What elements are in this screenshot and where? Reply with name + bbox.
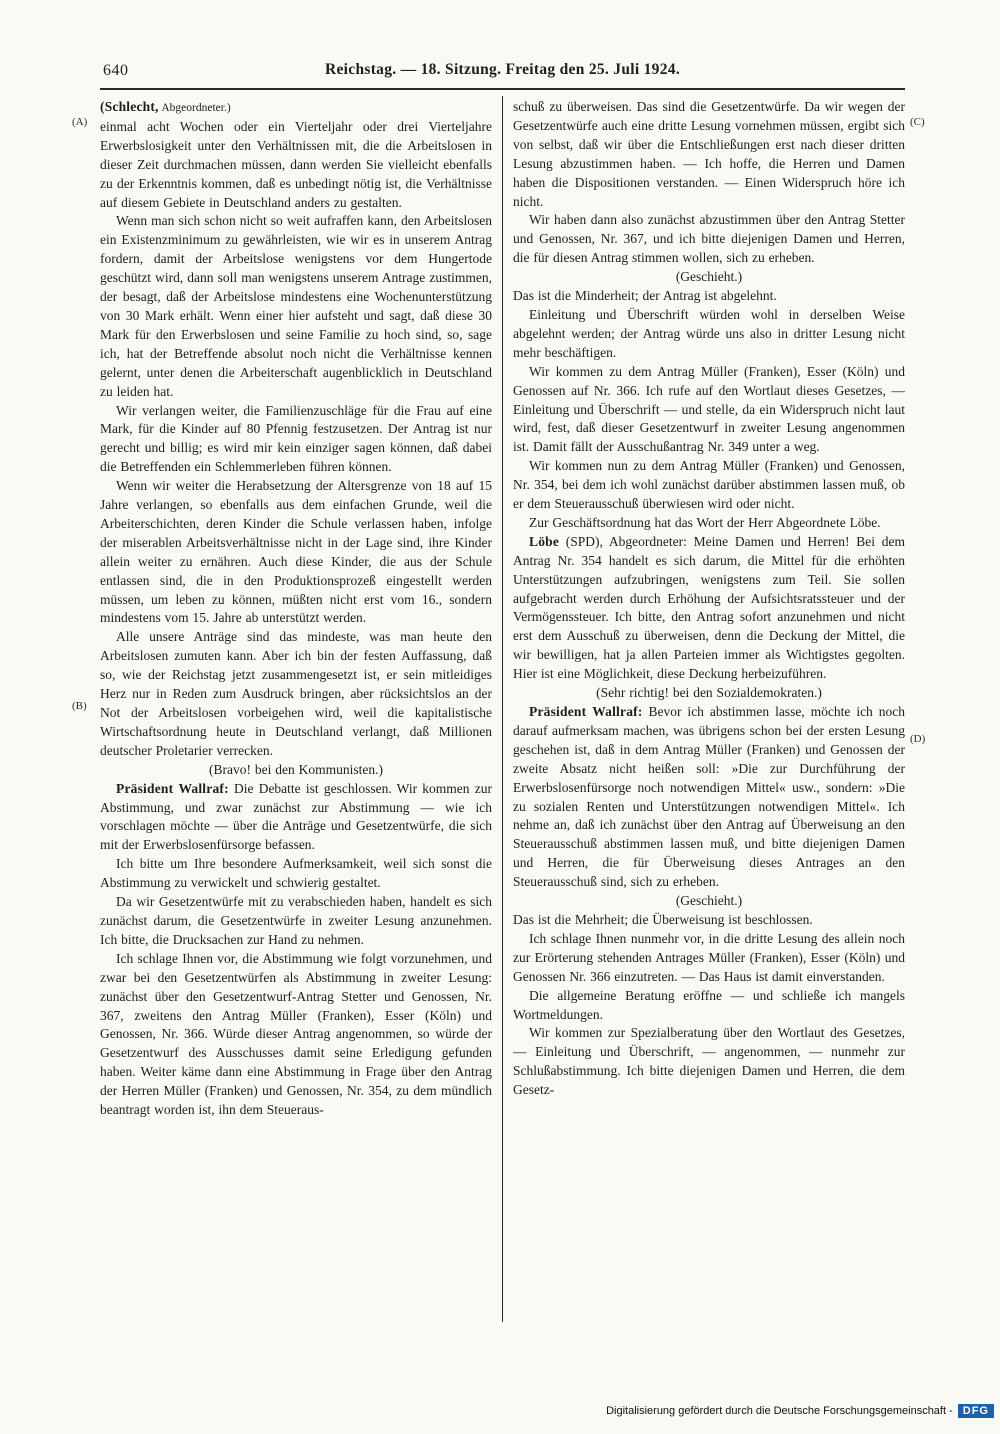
paragraph: Das ist die Mehrheit; die Überweisung ist beschlossen. <box>513 911 813 927</box>
paragraph: Einleitung und Überschrift würden wohl in derselben Weise abgelehnt werden; der Antrag würde uns also in dritter Lesung nicht mehr beschäftigen. <box>513 306 905 360</box>
paragraph: Alle unsere Anträge sind das mindeste, was man heute den Arbeitslosen zumuten kann. Aber ich bin der festen Auffassung, daß so, wie der Reichstag jetzt zusammengesetzt ist, er sein mitleidiges Herz nur in Reden zum Ausdruck bringen, aber rücksichtslos an der Not der Arbeitslosen vorbeigehen wird, weil die kapitalistische Wirtschaftsordnung heute in Deutschland verlangt, daß Millionen deutscher Proletarier verrecken. <box>100 629 492 758</box>
paragraph: Da wir Gesetzentwürfe mit zu verabschieden haben, handelt es sich zunächst darum, die Gesetzentwürfe in zweiter Lesung anzunehmen. Ich bitte, die Drucksachen zur Hand zu nehmen. <box>100 894 492 947</box>
speaker-name: Präsident Wallraf: <box>116 780 229 796</box>
header-rule <box>100 88 905 90</box>
speaker-continuation <box>100 98 492 118</box>
margin-marker-c: (C) <box>910 116 925 128</box>
page-number: 640 <box>103 62 129 79</box>
paragraph: Wir verlangen weiter, die Familienzuschläge für die Frau auf eine Mark, für die Kinder auf 80 Pfennig festzusetzen. Der Antrag ist nur gerecht und billig; es wird mir kein einziger sagen können, daß dabei die Betreffenden ein Schlemmerleben führen können. <box>100 402 492 475</box>
speaker-name: Löbe <box>529 533 560 549</box>
paragraph: Wenn wir weiter die Herabsetzung der Altersgrenze von 18 auf 15 Jahre verlangen, so ebenfalls aus dem einfachen Grunde, weil die Arbeiterschichten, deren Kinder die Schule verlassen haben, infolge der miserablen Arbeitsverhältnisse nicht in der Lage sind, ihre Kinder allein weiter zu ernähren. Auch diese Kinder, die aus der Schule entlassen sind, die in den Produktionsprozeß eingestellt werden müssen, um leben zu können, müßten nicht erst vom 16., sondern mindestens vom 15. Jahre ab unterstützt werden. <box>100 478 492 626</box>
footer <box>606 1404 994 1418</box>
stage-direction: (Sehr richtig! bei den Sozialdemokraten.) <box>596 685 822 701</box>
speaker-name: (Schlecht, <box>100 99 159 114</box>
right-column <box>513 98 905 1326</box>
stage-direction: (Geschieht.) <box>675 893 743 909</box>
speaker-role: Abgeordneter.) <box>158 102 231 114</box>
paragraph: Wir haben dann also zunächst abzustimmen über den Antrag Stetter und Genossen, Nr. 367, und ich bitte diejenigen Damen und Herren, die für diesen Antrag stimmen wollen, sich zu erheben. <box>513 212 905 266</box>
margin-marker-b: (B) <box>72 700 87 712</box>
paragraph: einmal acht Wochen oder ein Vierteljahr oder drei Vierteljahre Erwerbslosigkeit unter den Verhältnissen mit, die die Arbeitslosen in dieser Zeit durchmachen müssen, dann werden Sie vielleicht ebenfalls zu der Erkenntnis kommen, daß es unbedingt nötig ist, die Verhältnisse auf diesem Gebiete in Deutschland anders zu gestalten. <box>100 118 492 210</box>
speech-paragraph: Löbe (SPD), Abgeordneter: Meine Damen und Herren! Bei dem Antrag Nr. 354 handelt es sich darum, die Mittel für die erhöhten Unterstützungen aufzubringen, wenigstens zum Teil. Sie sollen aufgebracht werden durch Erhöhung der Aufsichtsratssteuer und der Vermögenssteuer. Ich bitte, den Antrag sofort anzunehmen und nicht erst dem Ausschuß zu überweisen, denn die Deckung der Mittel, die wir bewilligen, hat ja allen Parteien immer als Wichtigstes gegolten. Hier ist eine Möglichkeit, diese Deckung herbeizuführen. <box>513 533 905 682</box>
dfg-logo: DFG <box>958 1404 994 1418</box>
paragraph: Wenn man sich schon nicht so weit aufraffen kann, den Arbeitslosen ein Existenzminimum zu gewährleisten, wie wir es in unserem Antrag fordern, damit der Arbeitslose wenigstens vor dem Hungertode geschützt wird, dann soll man wenigstens unserem Antrage zustimmen, der besagt, daß der Arbeitslose mindestens eine Wochenunterstützung von 30 Mark erhält. Wenn einer hier aufsteht und sagt, daß diese 30 Mark für den Erwerbslosen und seine Familie zu hoch sind, so, sage ich, hat der Betreffende absolut noch nicht die Verhältnisse kennen gelernt, unter denen die Arbeiterschaft augenblicklich in Deutschland zu leiden hat. <box>100 213 492 399</box>
paragraph: Ich bitte um Ihre besondere Aufmerksamkeit, weil sich sonst die Abstimmung zu verwickelt und schwierig gestaltet. <box>100 856 492 891</box>
paragraph: Ich schlage Ihnen nunmehr vor, in die dritte Lesung des allein noch zur Erörterung stehenden Antrages Müller (Franken), Esser (Köln) und Genossen Nr. 366 einzutreten. — Das Haus ist damit einverstanden. <box>513 930 905 984</box>
left-column <box>100 98 492 1326</box>
speech-paragraph: Präsident Wallraf: Die Debatte ist geschlossen. Wir kommen zur Abstimmung, und zwar zunächst zur Abstimmung — wie ich vorschlagen möchte — über die Anträge und Gesetzentwürfe, die sich mit der Erwerbslosenfürsorge befassen. <box>100 780 492 853</box>
margin-marker-a: (A) <box>72 116 88 128</box>
paragraph: Ich schlage Ihnen vor, die Abstimmung wie folgt vorzunehmen, und zwar bei den Gesetzentwürfen als Abstimmung in zweiter Lesung: zunächst über den Gesetzentwurf-Antrag Stetter und Genossen, Nr. 367, zweitens den Antrag Müller (Franken), Esser (Köln) und Genossen, Nr. 366. Würde dieser Antrag angenommen, so würde der Gesetzentwurf des Ausschusses damit seine Erledigung gefunden haben. Weiter käme dann eine Abstimmung in Frage über den Antrag der Herren Müller (Franken) und Genossen, Nr. 354, zu dem mündlich beantragt worden ist, ihn dem Steueraus- <box>100 950 492 1118</box>
paragraph: Zur Geschäftsordnung hat das Wort der Herr Abgeordnete Löbe. <box>529 514 881 530</box>
paragraph: Die allgemeine Beratung eröffne — und schließe ich mangels Wortmeldungen. <box>513 987 905 1022</box>
header-title: Reichstag. — 18. Sitzung. Freitag den 25. Juli 1924. <box>324 61 681 78</box>
paragraph: Wir kommen zur Spezialberatung über den Wortlaut des Gesetzes, — Einleitung und Überschrift, — angenommen, — nunmehr zur Schlußabstimmung. Ich bitte diejenigen Damen und Herren, die dem Gesetz- <box>513 1025 905 1098</box>
stage-direction: (Geschieht.) <box>675 269 743 285</box>
column-divider <box>502 96 503 1322</box>
speech-paragraph: Präsident Wallraf: Bevor ich abstimmen lasse, möchte ich noch darauf aufmerksam machen, was übrigens schon bei der ersten Lesung geschehen ist, daß in dem Antrag Müller (Franken) und Genossen der zweite Absatz nicht heißen soll: »Die zur Durchführung der Erwerbslosenfürsorge noch notwendigen Mittel« usw., sondern: »Die zu sozialen Renten und Unterstützungen notwendigen Mittel«. Ich nehme an, daß ich zunächst über den Antrag auf Überweisung an den Steuerausschuß abstimmen lassen muß, und bitte diejenigen Damen und Herren, die für Überweisung dieses Antrages an den Steuerausschuß sind, sich zu erheben. <box>513 704 905 890</box>
footer-credit: Digitalisierung gefördert durch die Deutsche Forschungsgemeinschaft - <box>606 1405 953 1417</box>
paragraph: schuß zu überweisen. Das sind die Gesetzentwürfe. Da wir wegen der Gesetzentwürfe auch eine dritte Lesung vornehmen müssen, ergibt sich von selbst, daß wir über die Entschließungen erst nach dieser dritten Lesung abzustimmen haben. — Ich hoffe, die Herren und Damen haben die Dispositionen verstanden. — Einen Widerspruch höre ich nicht. <box>513 99 905 209</box>
paragraph: Wir kommen nun zu dem Antrag Müller (Franken) und Genossen, Nr. 354, bei dem ich wohl zunächst darüber abstimmen lassen muß, ob er dem Steuerausschuß überwiesen wird oder nicht. <box>513 458 905 512</box>
paragraph: Das ist die Minderheit; der Antrag ist abgelehnt. <box>513 288 777 304</box>
margin-marker-d: (D) <box>910 733 926 745</box>
stage-direction: (Bravo! bei den Kommunisten.) <box>209 761 383 777</box>
speaker-name: Präsident Wallraf: <box>529 704 643 719</box>
paragraph: Wir kommen zu dem Antrag Müller (Franken), Esser (Köln) und Genossen auf Nr. 366. Ich rufe auf den Wortlaut dieses Gesetzes, — Einleitung und Überschrift — und stelle, da ein Widerspruch nicht laut wird, fest, daß dieser Gesetzentwurf in zweiter Lesung angenommen ist. Damit fällt der Ausschußantrag Nr. 349 unter a weg. <box>513 363 905 455</box>
